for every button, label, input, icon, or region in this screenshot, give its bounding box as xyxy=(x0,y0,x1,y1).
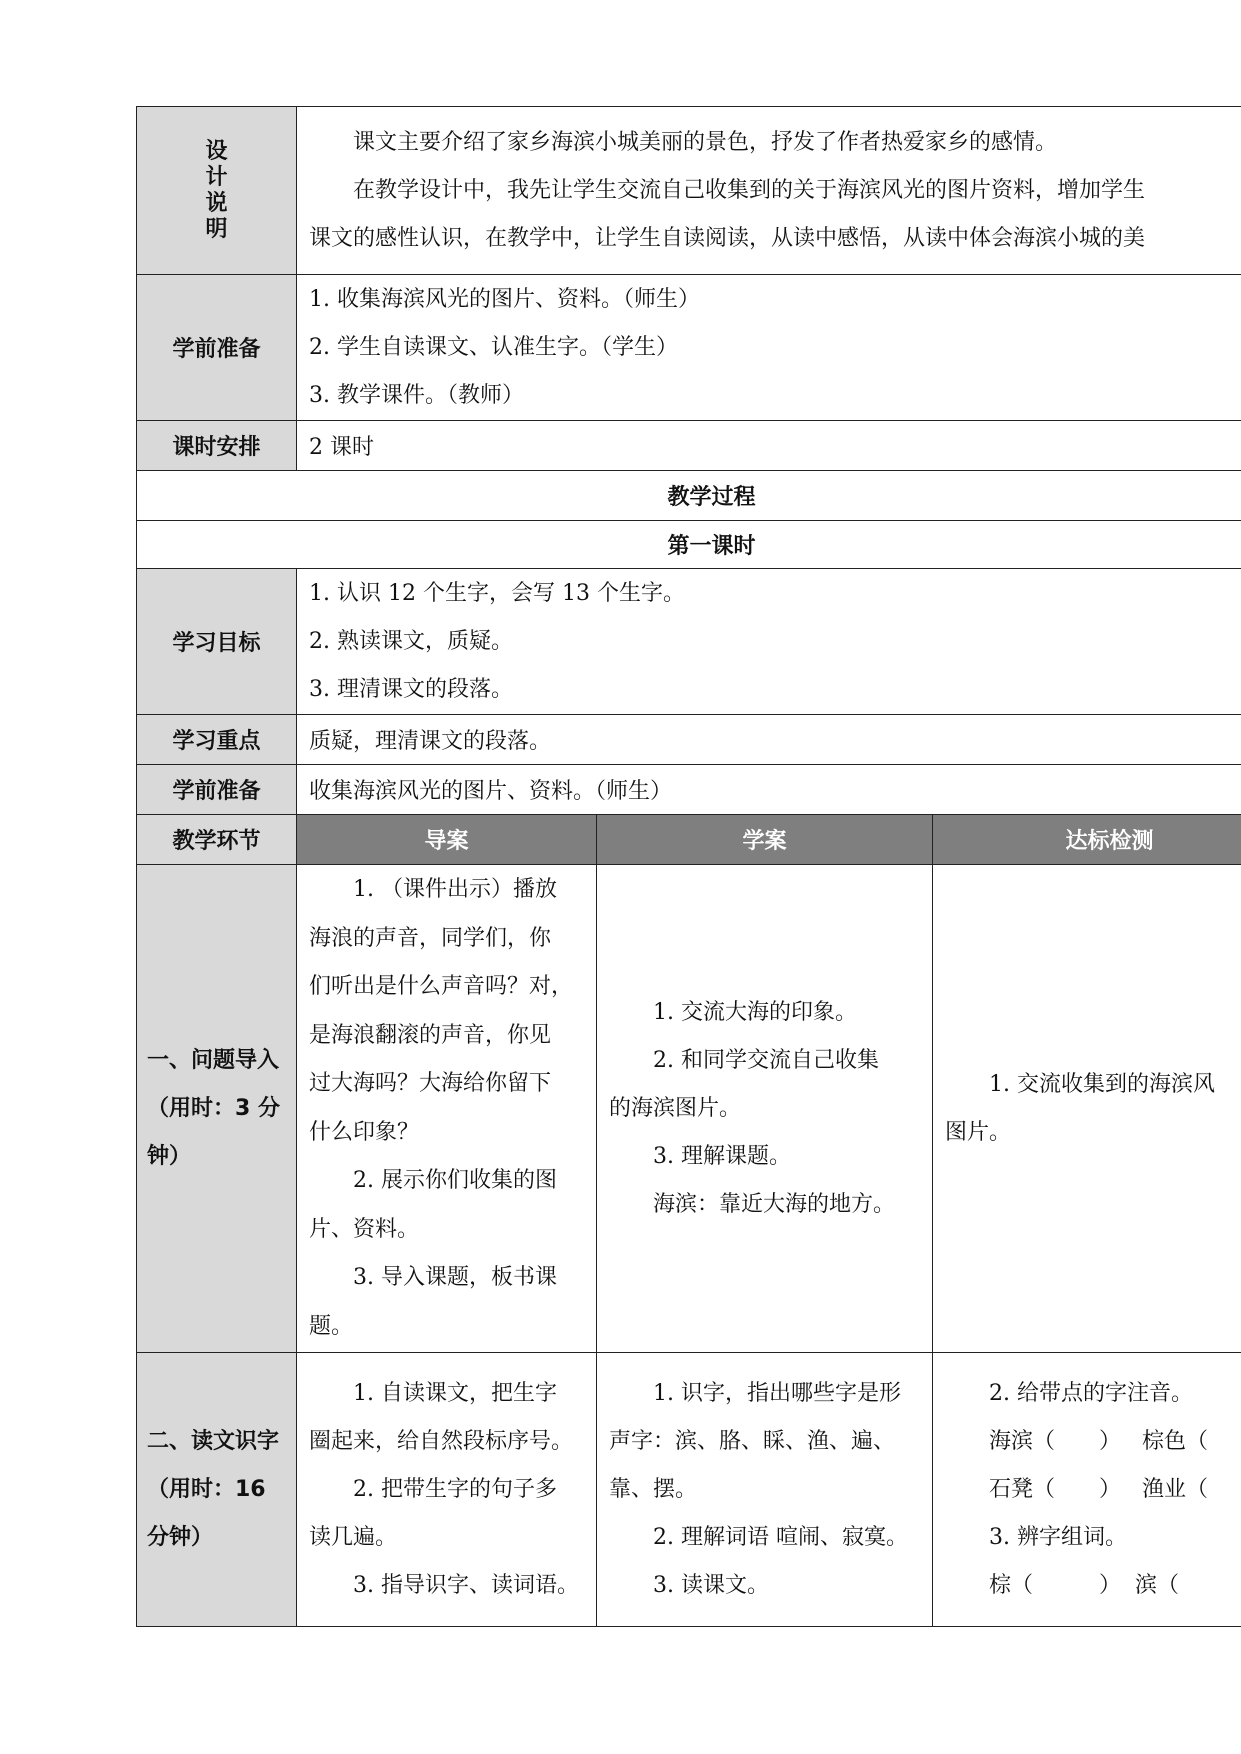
prep-item: 3. 教学课件。（教师） xyxy=(309,382,524,408)
prep-label: 学前准备 xyxy=(137,275,297,421)
lesson-plan-table xyxy=(136,106,1241,1627)
process-title: 教学过程 xyxy=(137,471,1241,521)
goals-label: 学习目标 xyxy=(137,569,297,715)
col-header-guide: 导案 xyxy=(297,815,597,865)
focus-value: 质疑，理清课文的段落。 xyxy=(297,715,1241,765)
stage1-guide: 1. （课件出示）播放 海浪的声音，同学们，你 们听出是什么声音吗？对， 是海浪翻滚的声音，你见 过大海吗？大海给你留下 什么印象？ 2. 展示你们收集的图 片、资料。 3. 导入课题，板书课 题。 xyxy=(297,865,597,1353)
prep2-row xyxy=(137,765,1241,815)
lesson-title-row xyxy=(137,521,1241,569)
goal-item: 1. 认识 12 个生字，会写 13 个生字。 xyxy=(309,580,685,606)
design-note-label: 设 计 说 明 xyxy=(137,107,297,275)
design-note-line: 在教学设计中，我先让学生交流自己收集到的关于海滨风光的图片资料，增加学生 xyxy=(353,177,1146,203)
design-note-line: 课文主要介绍了家乡海滨小城美丽的景色，抒发了作者热爱家乡的感情。 xyxy=(353,129,1058,155)
goal-item: 2. 熟读课文，质疑。 xyxy=(309,628,513,654)
stage2-label: 二、读文识字 （用时：16 分钟） xyxy=(137,1353,297,1627)
focus-row xyxy=(137,715,1241,765)
focus-label: 学习重点 xyxy=(137,715,297,765)
col-header-study: 学案 xyxy=(597,815,933,865)
stage2-check: 2. 给带点的字注音。 海滨（ ） 棕色（ 石凳（ ） 渔业（ 3. 辨字组词。 棕（ ） 滨（ xyxy=(933,1353,1241,1627)
schedule-label: 课时安排 xyxy=(137,421,297,471)
schedule-value: 2 课时 xyxy=(297,421,1241,471)
schedule-row xyxy=(137,421,1241,471)
process-title-row xyxy=(137,471,1241,521)
stage1-study: 1. 交流大海的印象。 2. 和同学交流自己收集 的海滨图片。 3. 理解课题。 海滨：靠近大海的地方。 xyxy=(597,865,933,1353)
goals-row xyxy=(137,569,1241,715)
goal-item: 3. 理清课文的段落。 xyxy=(309,676,513,702)
design-note-row xyxy=(137,107,1241,275)
prep-list xyxy=(297,275,1241,421)
design-note-text xyxy=(297,107,1241,275)
column-header-row xyxy=(137,815,1241,865)
stage2-guide: 1. 自读课文，把生字 圈起来，给自然段标序号。 2. 把带生字的句子多 读几遍。 3. 指导识字、读词语。 xyxy=(297,1353,597,1627)
prep2-label: 学前准备 xyxy=(137,765,297,815)
col-header-check: 达标检测 xyxy=(933,815,1241,865)
col-header-stage: 教学环节 xyxy=(137,815,297,865)
design-note-line: 课文的感性认识，在教学中，让学生自读阅读，从读中感悟，从读中体会海滨小城的美 xyxy=(309,225,1146,251)
stage2-row xyxy=(137,1353,1241,1627)
stage1-check: 1. 交流收集到的海滨风 图片。 xyxy=(933,865,1241,1353)
goals-list xyxy=(297,569,1241,715)
stage1-row xyxy=(137,865,1241,1353)
lesson-title: 第一课时 xyxy=(137,521,1241,569)
stage2-study: 1. 识字，指出哪些字是形 声字：滨、胳、睬、渔、遍、 靠、摆。 2. 理解词语 喧闹、寂寞。 3. 读课文。 xyxy=(597,1353,933,1627)
stage1-label: 一、问题导入 （用时：3 分 钟） xyxy=(137,865,297,1353)
prep-row xyxy=(137,275,1241,421)
prep-item: 2. 学生自读课文、认准生字。（学生） xyxy=(309,334,678,360)
prep2-value: 收集海滨风光的图片、资料。（师生） xyxy=(297,765,1241,815)
prep-item: 1. 收集海滨风光的图片、资料。（师生） xyxy=(309,286,700,312)
